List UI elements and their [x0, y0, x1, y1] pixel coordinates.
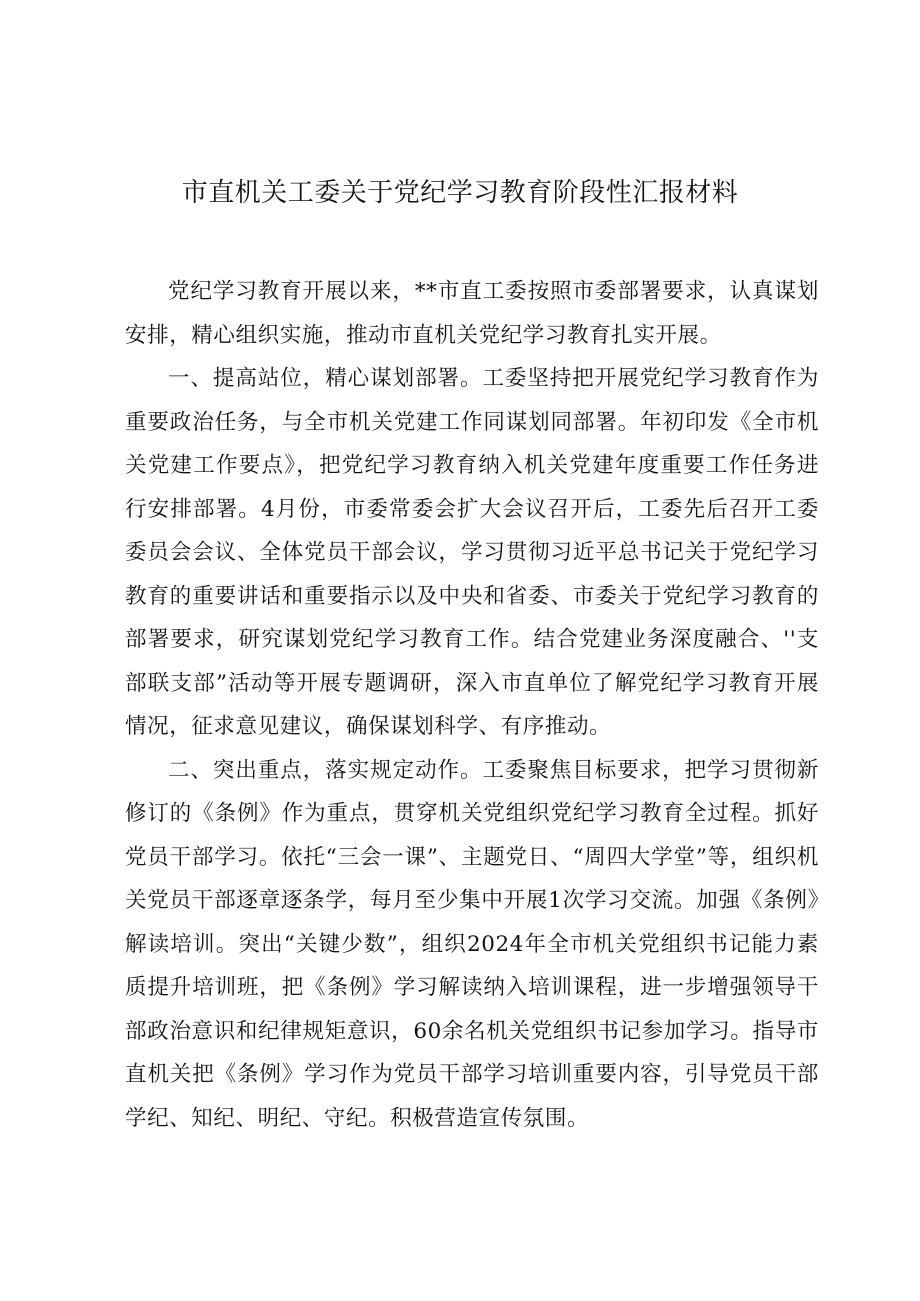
paragraph-intro: 党纪学习教育开展以来，**市直工委按照市委部署要求，认真谋划安排，精心组织实施，推动市直机关党纪学习教育扎实开展。	[125, 279, 819, 348]
paragraph-section-one: 一、提高站位，精心谋划部署。工委坚持把开展党纪学习教育作为重要政治任务，与全市机关党建工作同谋划同部署。年初印发《全市机关党建工作要点》，把党纪学习教育纳入机关党建年度重要工作任务进行安排部署。4月份，市委常委会扩大会议召开后，工委先后召开工委委员会会议、全体党员干部会议，学习贯彻习近平总书记关于党纪学习教育的重要讲话和重要指示以及中央和省委、市委关于党纪学习教育的部署要求，研究谋划党纪学习教育工作。结合党建业务深度融合、''支部联支部”活动等开展专题调研，深入市直单位了解党纪学习教育开展情况，征求意见建议，确保谋划科学、有序推动。	[125, 366, 819, 739]
document-body	[125, 270, 819, 1140]
paragraph-section-two: 二、突出重点，落实规定动作。工委聚焦目标要求，把学习贯彻新修订的《条例》作为重点，贯穿机关党组织党纪学习教育全过程。抓好党员干部学习。依托“三会一课”、主题党日、“周四大学堂”等，组织机关党员干部逐章逐条学，每月至少集中开展1次学习交流。加强《条例》解读培训。突出“关键少数”，组织2024年全市机关党组织书记能力素质提升培训班，把《条例》学习解读纳入培训课程，进一步增强领导干部政治意识和纪律规矩意识，60余名机关党组织书记参加学习。指导市直机关把《条例》学习作为党员干部学习培训重要内容，引导党员干部学纪、知纪、明纪、守纪。积极营造宣传氛围。	[125, 757, 819, 1131]
document-title: 市直机关工委关于党纪学习教育阶段性汇报材料	[181, 178, 739, 208]
